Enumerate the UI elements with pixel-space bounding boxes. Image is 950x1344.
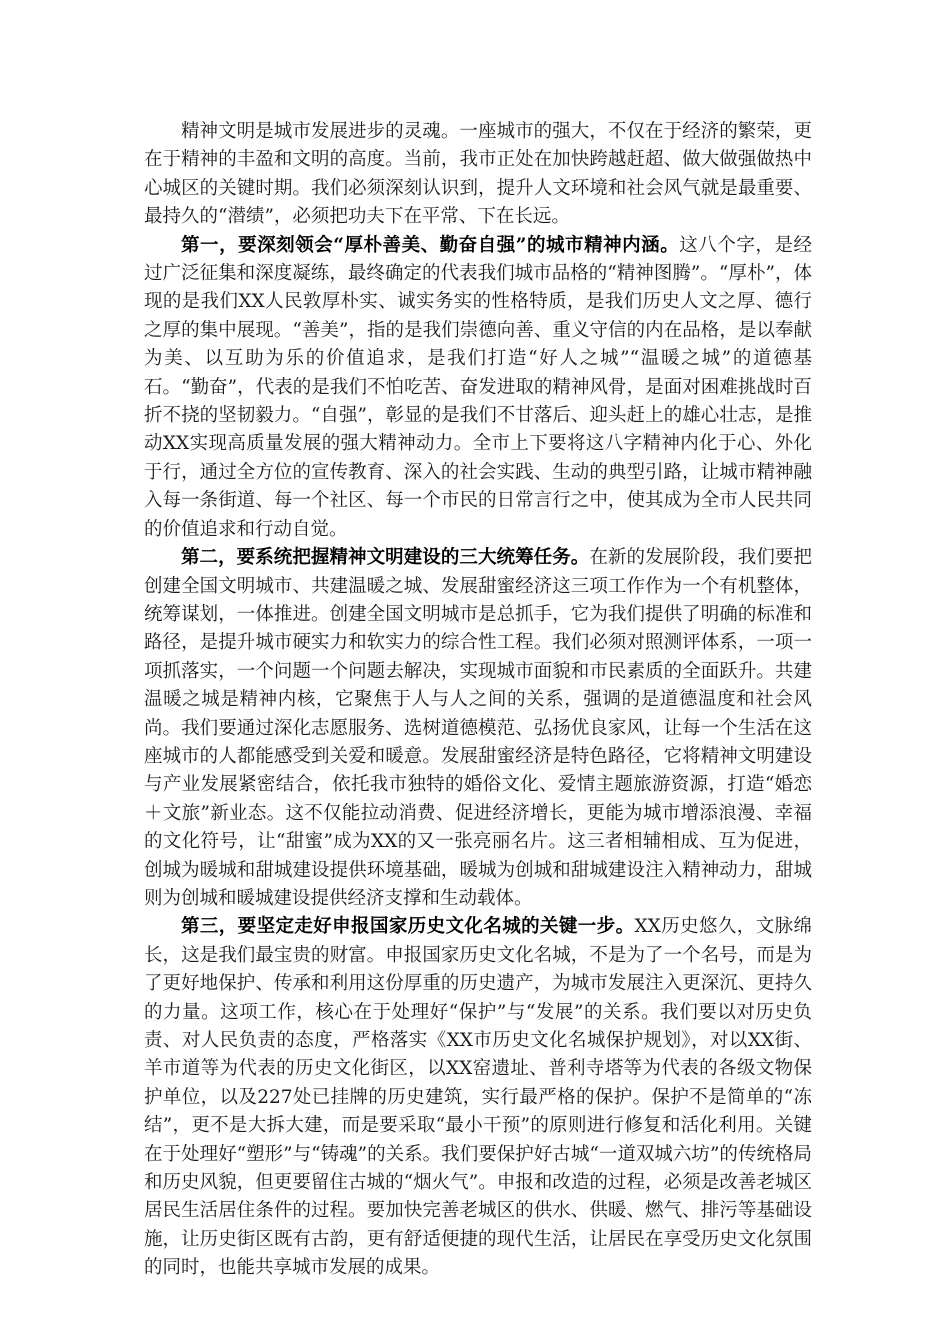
paragraph-first-text: 这八个字，是经过广泛征集和深度凝练，最终确定的代表我们城市品格的“精神图腾”。“厚朴”，体现的是我们XX人民敦厚朴实、诚实务实的性格特质，是我们历史人文之厚、德行之厚的集中展现。“善美”，指的是我们崇德向善、重义守信的内在品格，是以奉献为美、以互助为乐的价值追求，是我们打造“好人之城”“温暖之城”的道德基石。“勤奋”，代表的是我们不怕吃苦、奋发进取的精神风骨，是面对困难挑战时百折不挠的坚韧毅力。“自强”，彰显的是我们不甘落后、迎头赶上的雄心壮志，是推动XX实现高质量发展的强大精神动力。全市上下要将这八字精神内化于心、外化于行，通过全方位的宣传教育、深入的社会实践、生动的典型引路，让城市精神融入每一条街道、每一个社区、每一个市民的日常言行之中，使其成为全市人民共同的价值追求和行动自觉。	[144, 234, 812, 540]
paragraph-first	[144, 232, 812, 544]
document-body	[144, 118, 812, 1283]
paragraph-intro	[144, 118, 812, 232]
paragraph-second-heading: 第二，要系统把握精神文明建设的三大统筹任务。	[181, 547, 590, 569]
paragraph-third	[144, 913, 812, 1282]
paragraph-third-heading: 第三，要坚定走好申报国家历史文化名城的关键一步。	[181, 916, 635, 938]
paragraph-second-text: 在新的发展阶段，我们要把创建全国文明城市、共建温暖之城、发展甜蜜经济这三项工作作为一个有机整体，统筹谋划，一体推进。创建全国文明城市是总抓手，它为我们提供了明确的标准和路径，是提升城市硬实力和软实力的综合性工程。我们必须对照测评体系，一项一项抓落实，一个问题一个问题去解决，实现城市面貌和市民素质的全面跃升。共建温暖之城是精神内核，它聚焦于人与人之间的关系，强调的是道德温度和社会风尚。我们要通过深化志愿服务、选树道德模范、弘扬优良家风，让每一个生活在这座城市的人都能感受到关爱和暖意。发展甜蜜经济是特色路径，它将精神文明建设与产业发展紧密结合，依托我市独特的婚俗文化、爱情主题旅游资源，打造“婚恋＋文旅”新业态。这不仅能拉动消费、促进经济增长，更能为城市增添浪漫、幸福的文化符号，让“甜蜜”成为XX的又一张亮丽名片。这三者相辅相成、互为促进，创城为暖城和甜城建设提供环境基础，暖城为创城和甜城建设注入精神动力，甜城则为创城和暖城建设提供经济支撑和生动载体。	[144, 547, 812, 909]
paragraph-intro-text: 精神文明是城市发展进步的灵魂。一座城市的强大，不仅在于经济的繁荣，更在于精神的丰盈和文明的高度。当前，我市正处在加快跨越赶超、做大做强做热中心城区的关键时期。我们必须深刻认识到，提升人文环境和社会风气就是最重要、最持久的“潜绩”，必须把功夫下在平常、下在长远。	[144, 121, 812, 228]
paragraph-first-heading: 第一，要深刻领会“厚朴善美、勤奋自强”的城市精神内涵。	[181, 234, 680, 256]
paragraph-third-text: XX历史悠久，文脉绵长，这是我们最宝贵的财富。申报国家历史文化名城，不是为了一个名号，而是为了更好地保护、传承和利用这份厚重的历史遗产，为城市发展注入更深沉、更持久的力量。这项工作，核心在于处理好“保护”与“发展”的关系。我们要以对历史负责、对人民负责的态度，严格落实《XX市历史文化名城保护规划》，对以XX街、羊市道等为代表的历史文化街区，以XX窑遗址、普利寺塔等为代表的各级文物保护单位，以及227处已挂牌的历史建筑，实行最严格的保护。保护不是简单的“冻结”，更不是大拆大建，而是要采取“最小干预”的原则进行修复和活化利用。关键在于处理好“塑形”与“铸魂”的关系。我们要保护好古城“一道双城六坊”的传统格局和历史风貌，但更要留住古城的“烟火气”。申报和改造的过程，必须是改善老城区居民生活居住条件的过程。要加快完善老城区的供水、供暖、燃气、排污等基础设施，让历史街区既有古韵，更有舒适便捷的现代生活，让居民在享受历史文化氛围的同时，也能共享城市发展的成果。	[144, 916, 812, 1279]
paragraph-second	[144, 544, 812, 913]
